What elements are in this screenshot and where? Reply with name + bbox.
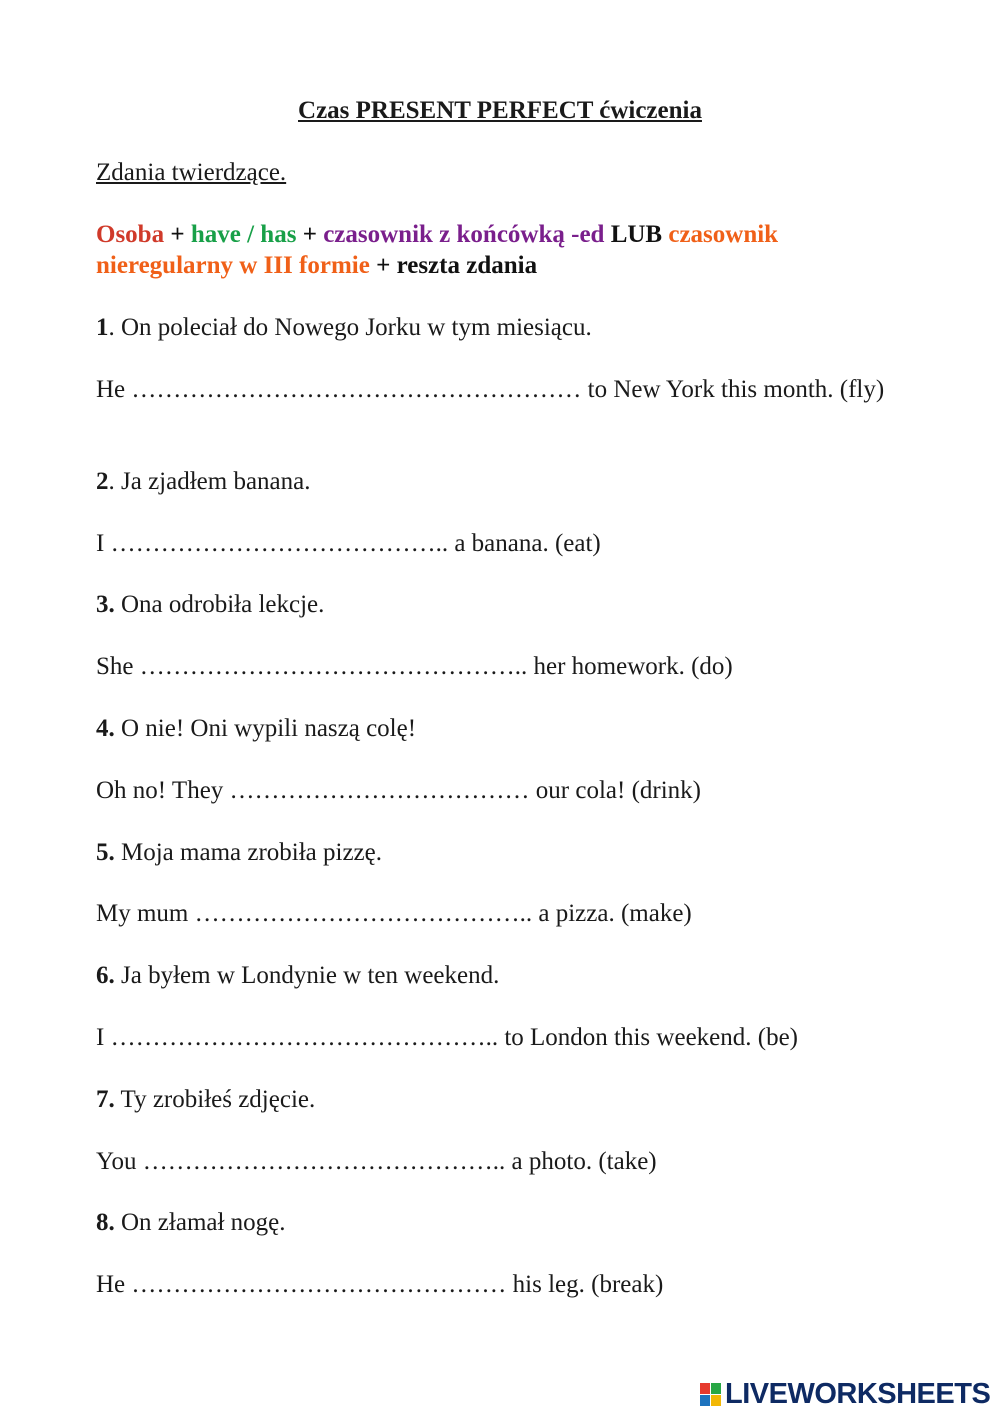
exercise-number-sep: . (108, 314, 115, 341)
formula-plus: + (376, 252, 391, 279)
exercise-number: 1 (96, 314, 109, 341)
formula-regular-verb: czasownik z końcówką -ed (323, 221, 605, 248)
logo-tile (711, 1383, 721, 1394)
exercise-number: 2 (96, 468, 109, 495)
formula-irregular-verb: czasownik nieregularny w III formie (96, 221, 779, 279)
exercise-1-english[interactable]: He ……………………………………………… to New York this month. (fly) (96, 376, 885, 403)
polish-sentence: Ja byłem w Londynie w ten weekend. (114, 962, 500, 989)
exercise-5-english[interactable]: My mum ………………………………….. a pizza. (make) (96, 900, 692, 927)
exercise-number: 4. (96, 715, 115, 742)
exercise-4-polish (96, 713, 416, 744)
polish-sentence: On poleciał do Nowego Jorku w tym miesiącu. (114, 314, 592, 341)
polish-sentence: Ja zjadłem banana. (114, 468, 311, 495)
exercise-7-polish (96, 1084, 315, 1115)
polish-sentence: On złamał nogę. (114, 1209, 286, 1236)
formula-lub: LUB (610, 221, 663, 248)
formula-plus: + (302, 221, 317, 248)
polish-sentence: Ty zrobiłeś zdjęcie. (114, 1086, 316, 1113)
exercise-6-english[interactable]: I ……………………………………….. to London this weekend. (be) (96, 1024, 799, 1051)
exercise-2-english[interactable]: I ………………………………….. a banana. (eat) (96, 530, 601, 557)
formula-plus: + (170, 221, 185, 248)
exercise-number: 6. (96, 962, 115, 989)
exercise-7-english[interactable]: You …………………………………….. a photo. (take) (96, 1148, 657, 1175)
exercise-3-polish (96, 589, 324, 620)
exercise-6-polish (96, 960, 499, 991)
exercise-number: 5. (96, 839, 115, 866)
formula-rule (96, 219, 896, 281)
exercise-number: 3. (96, 591, 115, 618)
logo-tiles-icon (700, 1383, 721, 1406)
exercise-4-english[interactable]: Oh no! They ……………………………… our cola! (drink) (96, 777, 702, 804)
exercise-number: 8. (96, 1209, 115, 1236)
logo-tile (700, 1395, 710, 1406)
exercise-3-english[interactable]: She ……………………………………….. her homework. (do) (96, 653, 733, 680)
exercise-5-polish (96, 837, 382, 868)
logo-text: LIVEWORKSHEETS (725, 1377, 991, 1410)
polish-sentence: Moja mama zrobiła pizzę. (114, 839, 382, 866)
logo-tile (711, 1395, 721, 1406)
exercise-number-sep: . (108, 468, 115, 495)
exercise-1-polish (96, 312, 592, 343)
logo-tile (700, 1383, 710, 1394)
polish-sentence: Ona odrobiła lekcje. (114, 591, 325, 618)
formula-rest: reszta zdania (396, 252, 538, 279)
formula-osoba: Osoba (96, 221, 165, 248)
polish-sentence: O nie! Oni wypili naszą colę! (114, 715, 417, 742)
exercise-2-polish (96, 466, 311, 497)
exercise-number: 7. (96, 1086, 115, 1113)
exercise-8-english[interactable]: He ……………………………………… his leg. (break) (96, 1271, 664, 1298)
page-title: Czas PRESENT PERFECT ćwiczenia (298, 97, 702, 124)
liveworksheets-logo (700, 1376, 990, 1412)
exercise-8-polish (96, 1207, 286, 1238)
section-heading: Zdania twierdzące. (96, 159, 287, 186)
formula-have-has: have / has (190, 221, 297, 248)
